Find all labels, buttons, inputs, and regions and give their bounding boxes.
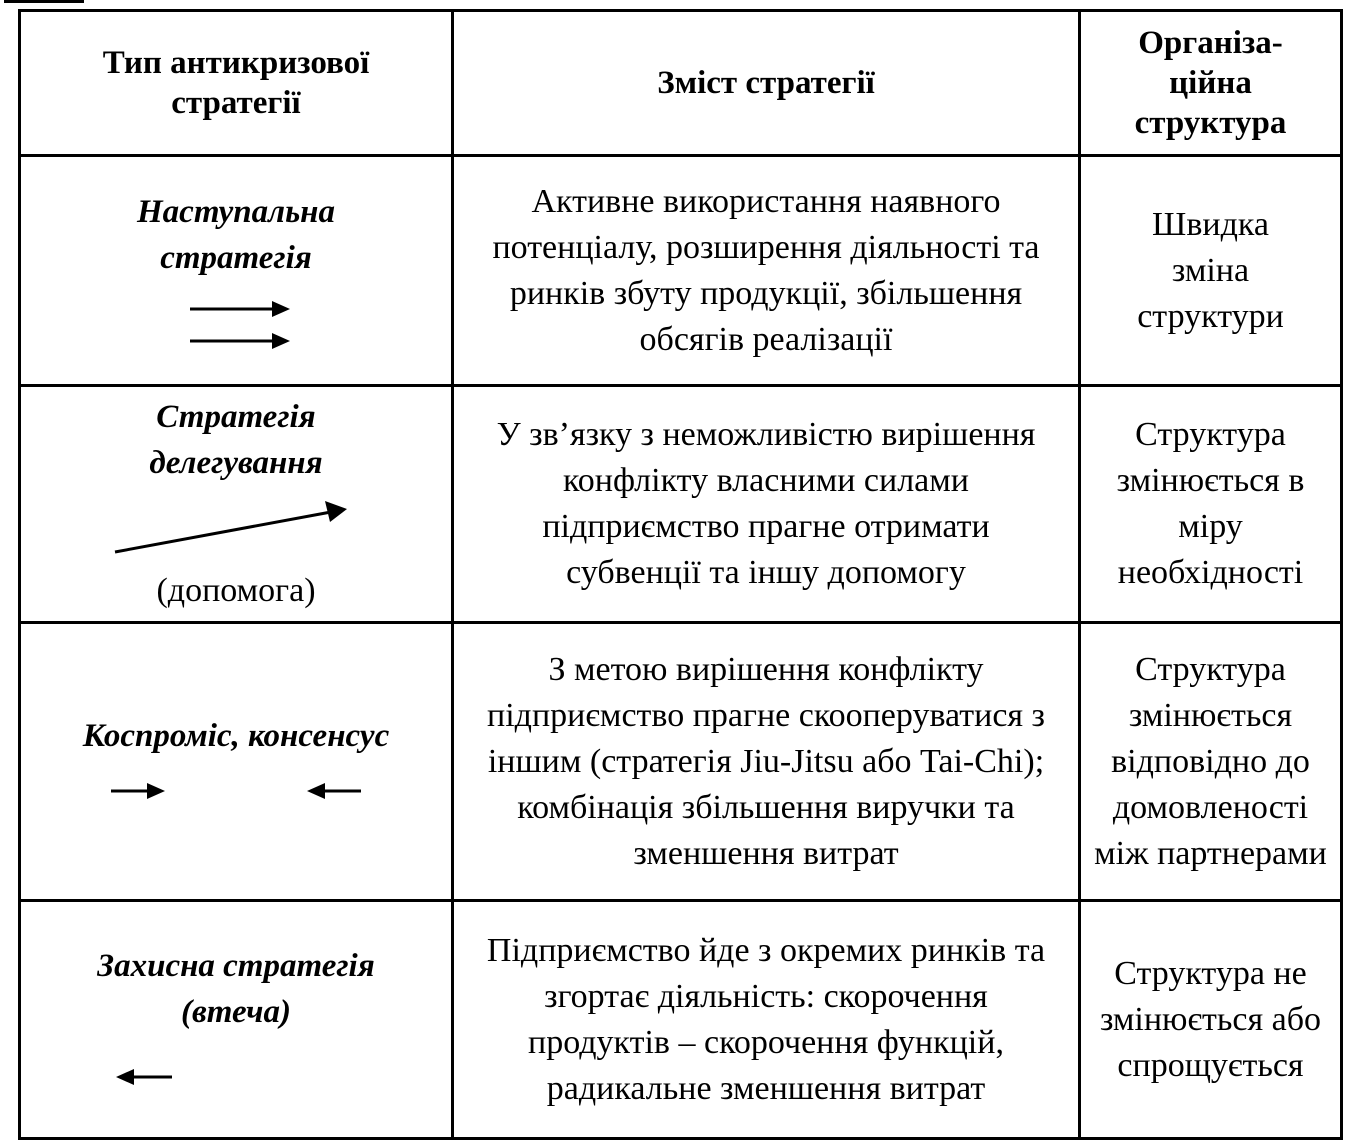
table-row [20, 156, 1342, 386]
strategy-type-name: Захисна стратегія (втеча) [97, 947, 375, 1030]
org-structure-cell: Швидка зміна структури [1080, 156, 1342, 386]
org-structure-cell: Структура не змінюється або спрощується [1080, 901, 1342, 1139]
table-header-row [20, 11, 1342, 156]
table-row [20, 623, 1342, 901]
converging-arrows-icon [101, 771, 371, 811]
strategy-type-name: Стратегія делегування [149, 399, 323, 481]
strategy-type-cell [20, 386, 453, 623]
strategy-type-cell [20, 623, 453, 901]
table-row [20, 901, 1342, 1139]
header-org-structure: Організа-ційна структура [1080, 11, 1342, 156]
top-corner-line [4, 0, 84, 9]
strategy-type-subtitle: (допомога) [156, 572, 316, 609]
org-structure-cell: Структура змінюється відповідно до домовленості між партнерами [1080, 623, 1342, 901]
diagonal-up-arrow-icon [111, 498, 361, 558]
strategy-type-cell [20, 901, 453, 1139]
strategy-content-cell: Підприємство йде з окремих ринків та згортає діяльність: скорочення продуктів – скорочення функцій, радикальне зменшення витрат [453, 901, 1080, 1139]
strategy-type-cell [20, 156, 453, 386]
org-structure-cell: Структура змінюється в міру необхідності [1080, 386, 1342, 623]
strategy-content-cell: Активне використання наявного потенціалу, розширення діяльності та ринків збуту продукції, збільшення обсягів реалізації [453, 156, 1080, 386]
strategy-content-cell: У зв’язку з неможливістю вирішення конфлікту власними силами підприємство прагне отримати субвенції та іншу допомогу [453, 386, 1080, 623]
left-arrow-icon [106, 1057, 366, 1097]
double-right-arrow-icon [176, 293, 296, 353]
anti-crisis-strategy-table [18, 9, 1343, 1140]
table-row [20, 386, 1342, 623]
header-strategy-content: Зміст стратегії [453, 11, 1080, 156]
strategy-type-name: Наступальна стратегія [137, 193, 335, 276]
header-strategy-type: Тип антикризової стратегії [20, 11, 453, 156]
strategy-content-cell: З метою вирішення конфлікту підприємство прагне скооперуватися з іншим (стратегія Jiu-Jitsu або Tai-Chi); комбінація збільшення виручки та зменшення витрат [453, 623, 1080, 901]
strategy-type-name: Коспроміс, консенсус [82, 717, 390, 754]
